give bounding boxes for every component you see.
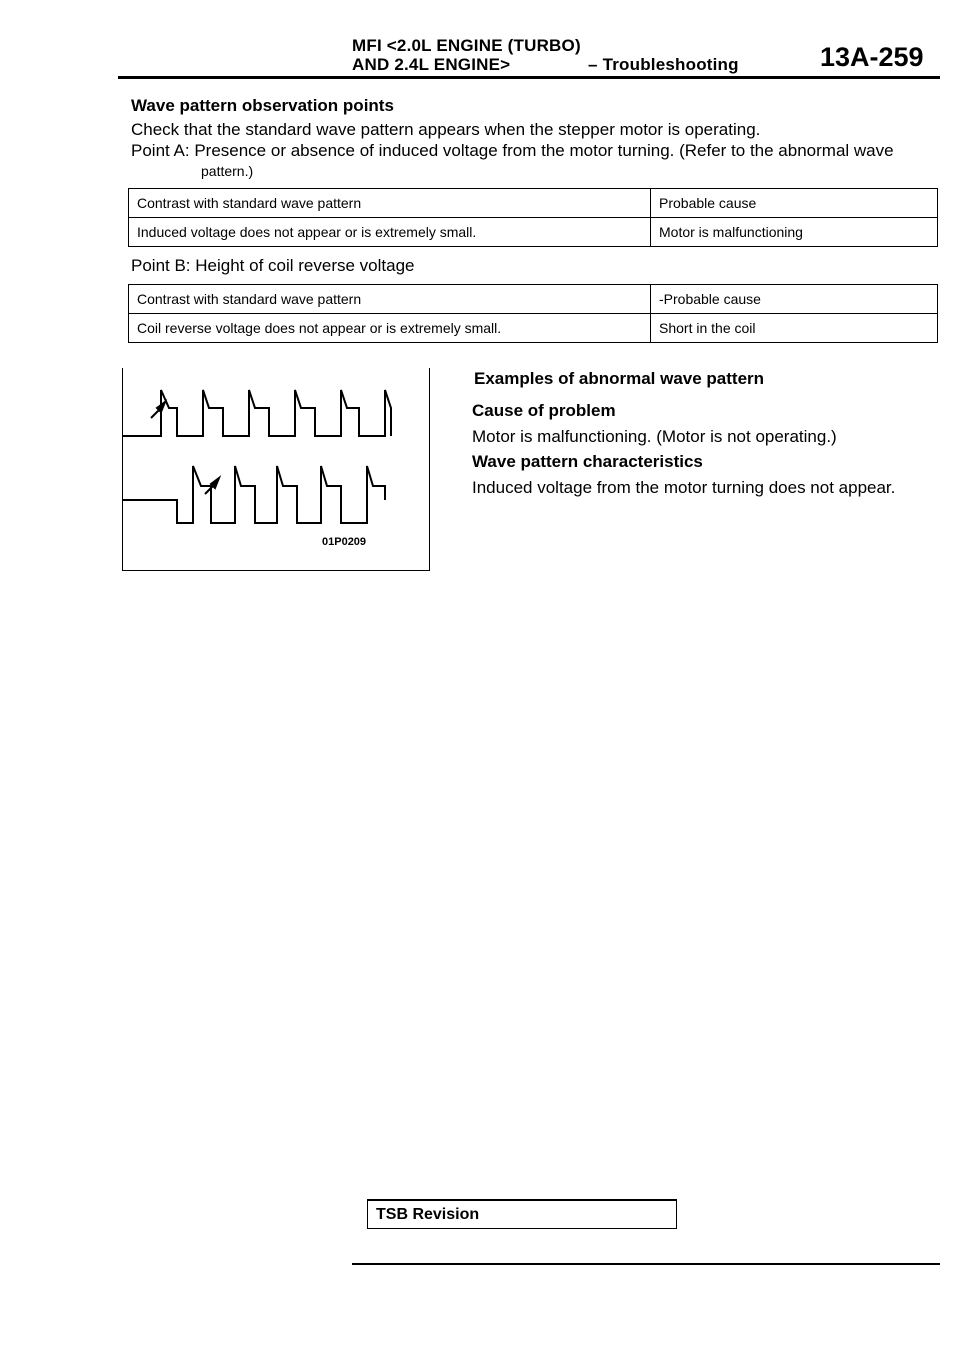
point-a-table [128,188,938,247]
table-cell: Induced voltage does not appear or is extremely small. [129,218,651,247]
table-header-cell: Contrast with standard wave pattern [129,189,651,218]
table-header-cell: Contrast with standard wave pattern [129,285,651,314]
abnormal-wave-figure [122,368,430,571]
header-title-line1: MFI <2.0L ENGINE (TURBO) [352,36,581,55]
point-a-line2: pattern.) [201,163,254,179]
page-number: 13A-259 [820,42,924,72]
table-header-row [129,189,938,218]
header-title-line2: AND 2.4L ENGINE> [352,55,511,74]
table-cell: Coil reverse voltage does not appear or is extremely small. [129,314,651,343]
examples-heading: Examples of abnormal wave pattern [474,369,765,388]
arrow-icon [151,402,165,418]
table-cell: Short in the coil [651,314,938,343]
header-rule [118,76,940,79]
figure-code: 01P0209 [322,536,367,548]
table-cell: Motor is malfunctioning [651,218,938,247]
cause-text: Motor is malfunctioning. (Motor is not operating.) [472,427,837,446]
table-row [129,314,938,343]
observation-heading: Wave pattern observation points [131,96,394,115]
table-header-cell: Probable cause [651,189,938,218]
tsb-revision-box: TSB Revision [367,1199,677,1229]
point-b-heading: Point B: Height of coil reverse voltage [131,256,415,275]
table-row [129,218,938,247]
observation-sentence: Check that the standard wave pattern appears when the stepper motor is operating. [131,120,761,139]
upper-wave [123,390,391,436]
table-header-cell: -Probable cause [651,285,938,314]
wave-pattern-graphic [123,368,429,570]
characteristics-heading: Wave pattern characteristics [472,452,703,471]
table-header-row [129,285,938,314]
characteristics-text: Induced voltage from the motor turning does not appear. [472,478,896,497]
footer-rule [352,1263,940,1265]
lower-wave [123,466,385,523]
cause-heading: Cause of problem [472,401,616,420]
point-b-table [128,284,938,343]
header-section: – Troubleshooting [588,55,739,74]
point-a-line1: Point A: Presence or absence of induced voltage from the motor turning. (Refer to the abnormal wave [131,141,894,160]
